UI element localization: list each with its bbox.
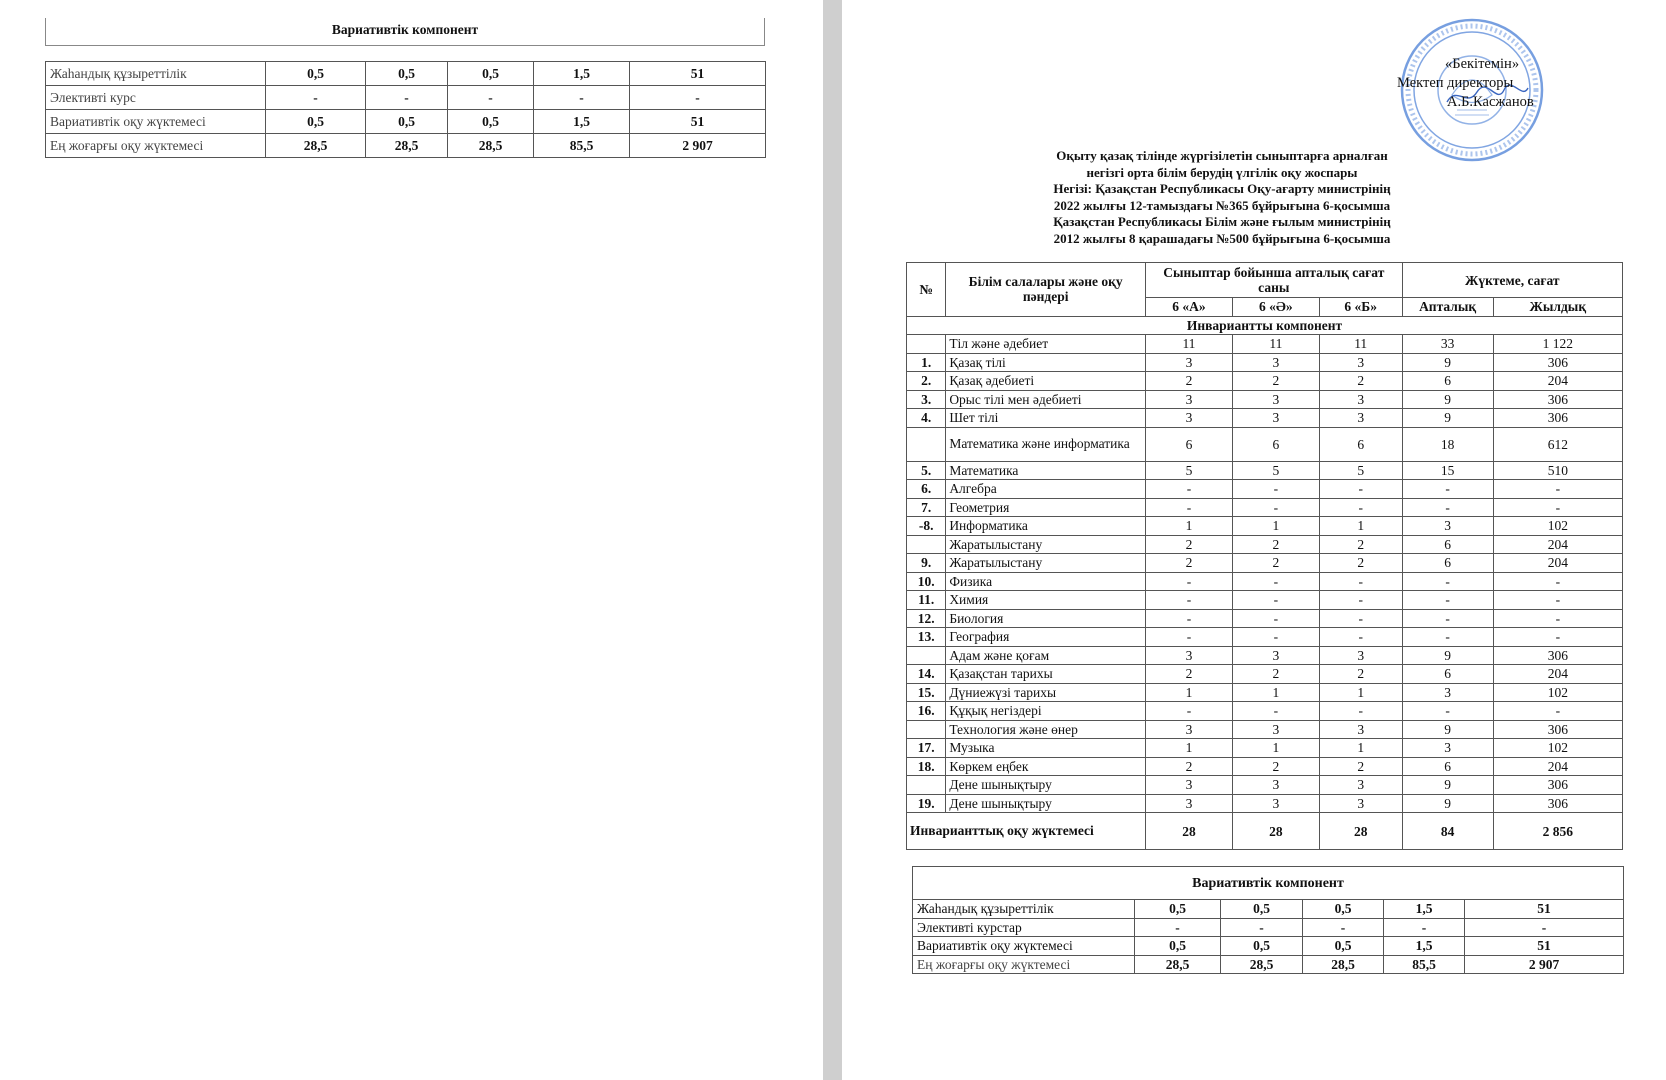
variative-component-title: Вариативтік компонент (912, 866, 1624, 900)
cell-weekly: 1,5 (1384, 900, 1465, 919)
cell-ae: - (1232, 498, 1319, 517)
table-row (907, 554, 1623, 573)
cell-weekly: 6 (1402, 535, 1493, 554)
row-name: Жаһандық құзыреттілік (46, 62, 266, 86)
cell-b: 3 (1319, 646, 1402, 665)
variative-table-right (912, 899, 1624, 974)
cell-yearly: 612 (1493, 427, 1622, 461)
header-class-b: 6 «Б» (1319, 298, 1402, 317)
row-number: 16. (907, 702, 946, 721)
cell-ae: - (1221, 918, 1303, 937)
row-number (907, 535, 946, 554)
cell-b: 3 (1319, 776, 1402, 795)
title-line: 2022 жылғы 12-тамыздағы №365 бұйрығына 6-қосымша (1053, 197, 1391, 213)
row-subject: Алгебра (946, 480, 1146, 499)
cell-ae: - (1232, 480, 1319, 499)
cell-a: 3 (1145, 390, 1232, 409)
table-row (913, 937, 1624, 956)
cell-weekly: - (1402, 572, 1493, 591)
cell-yearly: 102 (1493, 739, 1622, 758)
row-number (907, 335, 946, 354)
cell-a: - (1135, 918, 1221, 937)
row-subject: Қазақстан тарихы (946, 665, 1146, 684)
cell-b: 3 (1319, 353, 1402, 372)
cell-yearly: 102 (1493, 517, 1622, 536)
row-subject: Көркем еңбек (946, 757, 1146, 776)
cell-ae: - (366, 86, 448, 110)
cell-b: 3 (1319, 720, 1402, 739)
row-subject: Информатика (946, 517, 1146, 536)
cell-yearly: 306 (1493, 720, 1622, 739)
cell-b: - (1319, 702, 1402, 721)
cell-b: 0,5 (1303, 937, 1384, 956)
cell-weekly: 33 (1402, 335, 1493, 354)
row-number: 15. (907, 683, 946, 702)
cell-b: 1 (1319, 517, 1402, 536)
header-weekly: Апталық (1402, 298, 1493, 317)
cell-ae: 1 (1232, 517, 1319, 536)
row-subject: Құқық негіздері (946, 702, 1146, 721)
cell-a: 3 (1145, 794, 1232, 813)
table-row (913, 918, 1624, 937)
cell-yearly: 306 (1493, 409, 1622, 428)
cell-weekly: - (1402, 628, 1493, 647)
table-row (907, 517, 1623, 536)
cell-b: - (1319, 572, 1402, 591)
cell-b: - (1319, 628, 1402, 647)
cell-yearly: 204 (1493, 535, 1622, 554)
cell-a: - (1145, 609, 1232, 628)
document-page-left (0, 0, 823, 1080)
cell-b: 3 (1319, 390, 1402, 409)
cell-weekly: 9 (1402, 353, 1493, 372)
row-subject: Адам және қоғам (946, 646, 1146, 665)
cell-weekly: 6 (1402, 554, 1493, 573)
row-number: 1. (907, 353, 946, 372)
table-row (907, 794, 1623, 813)
row-number (907, 720, 946, 739)
cell-yearly: - (1493, 702, 1622, 721)
approval-line-2: Мектеп директоры (1397, 75, 1514, 91)
row-number: 11. (907, 591, 946, 610)
table-row (907, 461, 1623, 480)
cell-b: 2 (1319, 372, 1402, 391)
page-gutter (823, 0, 842, 1080)
total-ae: 28 (1232, 813, 1319, 850)
row-subject: Технология және өнер (946, 720, 1146, 739)
cell-b: 1 (1319, 683, 1402, 702)
invariant-component-title: Инвариантты компонент (907, 316, 1623, 335)
cell-ae: 28,5 (1221, 955, 1303, 974)
cell-yearly: 51 (1465, 937, 1624, 956)
cell-a: 6 (1145, 427, 1232, 461)
cell-weekly: 9 (1402, 776, 1493, 795)
cell-ae: - (1232, 591, 1319, 610)
cell-b: 2 (1319, 554, 1402, 573)
cell-weekly: - (534, 86, 630, 110)
row-name: Элективті курс (46, 86, 266, 110)
cell-ae: 11 (1232, 335, 1319, 354)
row-name: Вариативтік оқу жүктемесі (46, 110, 266, 134)
cell-weekly: 85,5 (534, 134, 630, 158)
cell-yearly: 204 (1493, 554, 1622, 573)
cell-weekly: 1,5 (534, 62, 630, 86)
cell-weekly: - (1402, 498, 1493, 517)
document-title (972, 148, 1472, 247)
title-line: 2012 жылғы 8 қарашадағы №500 бұйрығына 6-қосымша (1053, 230, 1391, 246)
cell-b: 2 (1319, 535, 1402, 554)
cell-b: 3 (1319, 794, 1402, 813)
row-subject: Қазақ әдебиеті (946, 372, 1146, 391)
table-row (907, 646, 1623, 665)
row-subject: Биология (946, 609, 1146, 628)
cell-weekly: 1,5 (534, 110, 630, 134)
cell-ae: 2 (1232, 757, 1319, 776)
cell-yearly: 51 (1465, 900, 1624, 919)
title-line: Қазақстан Республикасы Білім және ғылым министрінің (1053, 214, 1391, 229)
row-name: Вариативтік оқу жүктемесі (913, 937, 1135, 956)
table-row (907, 757, 1623, 776)
table-row (907, 572, 1623, 591)
cell-yearly: 204 (1493, 665, 1622, 684)
cell-weekly: 9 (1402, 409, 1493, 428)
cell-ae: 2 (1232, 535, 1319, 554)
cell-weekly: - (1402, 702, 1493, 721)
cell-ae: 3 (1232, 353, 1319, 372)
cell-a: 1 (1145, 683, 1232, 702)
cell-a: - (1145, 702, 1232, 721)
table-row (907, 776, 1623, 795)
cell-yearly: - (1493, 609, 1622, 628)
row-subject: Шет тілі (946, 409, 1146, 428)
cell-weekly: 9 (1402, 794, 1493, 813)
cell-ae: 2 (1232, 554, 1319, 573)
cell-ae: - (1232, 609, 1319, 628)
cell-yearly: 204 (1493, 757, 1622, 776)
header-load: Жүктеме, сағат (1402, 263, 1622, 298)
variative-table-left (45, 61, 766, 158)
cell-b: 28,5 (448, 134, 534, 158)
table-row (907, 665, 1623, 684)
cell-yearly: - (1493, 591, 1622, 610)
document-page-right (842, 0, 1666, 1080)
row-subject: Жаратылыстану (946, 535, 1146, 554)
approval-line-3: А.Б.Касжанов (1447, 94, 1534, 110)
cell-yearly: - (1493, 572, 1622, 591)
row-number: 7. (907, 498, 946, 517)
row-subject: Қазақ тілі (946, 353, 1146, 372)
cell-a: 3 (1145, 720, 1232, 739)
cell-a: 28,5 (266, 134, 366, 158)
row-number (907, 427, 946, 461)
table-row (907, 628, 1623, 647)
table-row (907, 372, 1623, 391)
row-number (907, 646, 946, 665)
cell-yearly: 2 907 (630, 134, 766, 158)
table-row (907, 535, 1623, 554)
cell-weekly: 1,5 (1384, 937, 1465, 956)
cell-a: - (1145, 628, 1232, 647)
cell-yearly: 306 (1493, 646, 1622, 665)
table-row (907, 390, 1623, 409)
cell-a: 3 (1145, 353, 1232, 372)
table-row (907, 720, 1623, 739)
cell-yearly: 306 (1493, 776, 1622, 795)
cell-a: 1 (1145, 517, 1232, 536)
total-label: Инварианттық оқу жүктемесі (907, 813, 1146, 850)
row-name: Элективті курстар (913, 918, 1135, 937)
cell-b: 11 (1319, 335, 1402, 354)
cell-yearly: - (630, 86, 766, 110)
cell-yearly: - (1465, 918, 1624, 937)
header-class-a: 6 «А» (1145, 298, 1232, 317)
row-number: 10. (907, 572, 946, 591)
row-subject: Геометрия (946, 498, 1146, 517)
row-subject: Тіл және әдебиет (946, 335, 1146, 354)
cell-weekly: - (1402, 480, 1493, 499)
cell-weekly: 9 (1402, 646, 1493, 665)
cell-b: 0,5 (1303, 900, 1384, 919)
cell-weekly: 6 (1402, 757, 1493, 776)
cell-yearly: 306 (1493, 390, 1622, 409)
cell-ae: 2 (1232, 665, 1319, 684)
cell-a: - (266, 86, 366, 110)
total-b: 28 (1319, 813, 1402, 850)
cell-ae: - (1232, 628, 1319, 647)
cell-weekly: - (1402, 591, 1493, 610)
row-number: 2. (907, 372, 946, 391)
cell-b: 5 (1319, 461, 1402, 480)
cell-b: - (1319, 480, 1402, 499)
cell-weekly: - (1384, 918, 1465, 937)
row-number: 9. (907, 554, 946, 573)
row-subject: Дене шынықтыру (946, 776, 1146, 795)
header-subject: Білім салалары және оқу пәндері (946, 263, 1146, 317)
cell-b: - (1303, 918, 1384, 937)
cell-a: 0,5 (1135, 900, 1221, 919)
cell-weekly: 3 (1402, 517, 1493, 536)
cell-a: 3 (1145, 409, 1232, 428)
row-number: 3. (907, 390, 946, 409)
cell-b: - (448, 86, 534, 110)
cell-a: 28,5 (1135, 955, 1221, 974)
cell-ae: - (1232, 572, 1319, 591)
cell-yearly: 204 (1493, 372, 1622, 391)
cell-yearly: 306 (1493, 353, 1622, 372)
row-subject: Музыка (946, 739, 1146, 758)
row-number: 12. (907, 609, 946, 628)
row-number: 5. (907, 461, 946, 480)
approval-block (1397, 55, 1597, 112)
cell-weekly: 85,5 (1384, 955, 1465, 974)
row-subject: Жаратылыстану (946, 554, 1146, 573)
row-number: 18. (907, 757, 946, 776)
cell-a: 0,5 (266, 110, 366, 134)
cell-ae: 5 (1232, 461, 1319, 480)
table-row (907, 702, 1623, 721)
cell-yearly: 51 (630, 62, 766, 86)
cell-ae: 3 (1232, 646, 1319, 665)
cell-weekly: 15 (1402, 461, 1493, 480)
cell-a: 3 (1145, 776, 1232, 795)
table-row (907, 335, 1623, 354)
cell-b: - (1319, 591, 1402, 610)
cell-b: 0,5 (448, 110, 534, 134)
row-number: 4. (907, 409, 946, 428)
row-number: 19. (907, 794, 946, 813)
total-weekly: 84 (1402, 813, 1493, 850)
cell-ae: 3 (1232, 409, 1319, 428)
cell-b: - (1319, 609, 1402, 628)
row-subject: География (946, 628, 1146, 647)
cell-a: 2 (1145, 757, 1232, 776)
cell-yearly: 510 (1493, 461, 1622, 480)
cell-ae: 6 (1232, 427, 1319, 461)
cell-weekly: 9 (1402, 720, 1493, 739)
cell-a: 2 (1145, 665, 1232, 684)
row-name: Жаһандық құзыреттілік (913, 900, 1135, 919)
cell-weekly: 18 (1402, 427, 1493, 461)
header-class-ae: 6 «Ә» (1232, 298, 1319, 317)
table-row (907, 739, 1623, 758)
header-weekly-hours: Сыныптар бойынша апталық сағат саны (1145, 263, 1402, 298)
cell-ae: 0,5 (1221, 937, 1303, 956)
variative-component-header: Вариативтік компонент (45, 18, 765, 46)
cell-b: 2 (1319, 665, 1402, 684)
header-num: № (907, 263, 946, 317)
table-row (913, 955, 1624, 974)
cell-yearly: - (1493, 498, 1622, 517)
row-name: Ең жоғарғы оқу жүктемесі (46, 134, 266, 158)
total-a: 28 (1145, 813, 1232, 850)
table-row (46, 134, 766, 158)
table-row (907, 591, 1623, 610)
cell-b: - (1319, 498, 1402, 517)
approval-line-1: «Бекітемін» (1445, 56, 1520, 72)
cell-weekly: 3 (1402, 739, 1493, 758)
cell-a: 2 (1145, 372, 1232, 391)
row-number: 17. (907, 739, 946, 758)
header-yearly: Жылдық (1493, 298, 1622, 317)
cell-weekly: 3 (1402, 683, 1493, 702)
cell-a: - (1145, 591, 1232, 610)
cell-yearly: 51 (630, 110, 766, 134)
row-subject: Математика (946, 461, 1146, 480)
table-row (907, 498, 1623, 517)
cell-a: 0,5 (266, 62, 366, 86)
cell-b: 0,5 (448, 62, 534, 86)
cell-yearly: 1 122 (1493, 335, 1622, 354)
cell-yearly: - (1493, 628, 1622, 647)
row-subject: Дене шынықтыру (946, 794, 1146, 813)
table-row (907, 353, 1623, 372)
cell-a: 3 (1145, 646, 1232, 665)
row-subject: Орыс тілі мен әдебиеті (946, 390, 1146, 409)
row-subject: Математика және информатика (946, 427, 1146, 461)
cell-ae: 0,5 (366, 110, 448, 134)
table-row (907, 427, 1623, 461)
table-row (907, 480, 1623, 499)
cell-b: 6 (1319, 427, 1402, 461)
cell-ae: 3 (1232, 776, 1319, 795)
cell-b: 2 (1319, 757, 1402, 776)
row-number: 14. (907, 665, 946, 684)
title-line: Оқыту қазақ тілінде жүргізілетін сыныптарға арналған (1056, 148, 1388, 163)
cell-a: 5 (1145, 461, 1232, 480)
cell-ae: 2 (1232, 372, 1319, 391)
cell-ae: 3 (1232, 794, 1319, 813)
cell-ae: 1 (1232, 683, 1319, 702)
cell-b: 1 (1319, 739, 1402, 758)
cell-weekly: 9 (1402, 390, 1493, 409)
table-row (913, 900, 1624, 919)
cell-a: 2 (1145, 554, 1232, 573)
title-line: негізгі орта білім берудің үлгілік оқу жоспары (1086, 164, 1358, 180)
curriculum-table (906, 262, 1623, 850)
table-row (46, 110, 766, 134)
cell-a: - (1145, 480, 1232, 499)
table-row (907, 609, 1623, 628)
table-row (46, 86, 766, 110)
cell-a: - (1145, 498, 1232, 517)
cell-yearly: 306 (1493, 794, 1622, 813)
row-subject: Физика (946, 572, 1146, 591)
cell-yearly: 102 (1493, 683, 1622, 702)
cell-b: 28,5 (1303, 955, 1384, 974)
cell-ae: - (1232, 702, 1319, 721)
row-subject: Химия (946, 591, 1146, 610)
cell-ae: 0,5 (366, 62, 448, 86)
cell-weekly: - (1402, 609, 1493, 628)
cell-ae: 3 (1232, 390, 1319, 409)
row-subject: Дүниежүзі тарихы (946, 683, 1146, 702)
cell-ae: 28,5 (366, 134, 448, 158)
cell-yearly: 2 907 (1465, 955, 1624, 974)
cell-ae: 3 (1232, 720, 1319, 739)
cell-a: 0,5 (1135, 937, 1221, 956)
total-yearly: 2 856 (1493, 813, 1622, 850)
cell-a: 1 (1145, 739, 1232, 758)
row-number: 6. (907, 480, 946, 499)
table-row (907, 409, 1623, 428)
cell-yearly: - (1493, 480, 1622, 499)
row-name: Ең жоғарғы оқу жүктемесі (913, 955, 1135, 974)
table-row (907, 683, 1623, 702)
cell-ae: 0,5 (1221, 900, 1303, 919)
row-number: -8. (907, 517, 946, 536)
cell-ae: 1 (1232, 739, 1319, 758)
cell-a: 2 (1145, 535, 1232, 554)
row-number: 13. (907, 628, 946, 647)
cell-a: - (1145, 572, 1232, 591)
invariant-total-row (907, 813, 1623, 850)
cell-b: 3 (1319, 409, 1402, 428)
cell-weekly: 6 (1402, 665, 1493, 684)
cell-a: 11 (1145, 335, 1232, 354)
row-number (907, 776, 946, 795)
title-line: Негізі: Қазақстан Республикасы Оқу-ағарту министрінің (1053, 181, 1391, 196)
cell-weekly: 6 (1402, 372, 1493, 391)
table-row (46, 62, 766, 86)
